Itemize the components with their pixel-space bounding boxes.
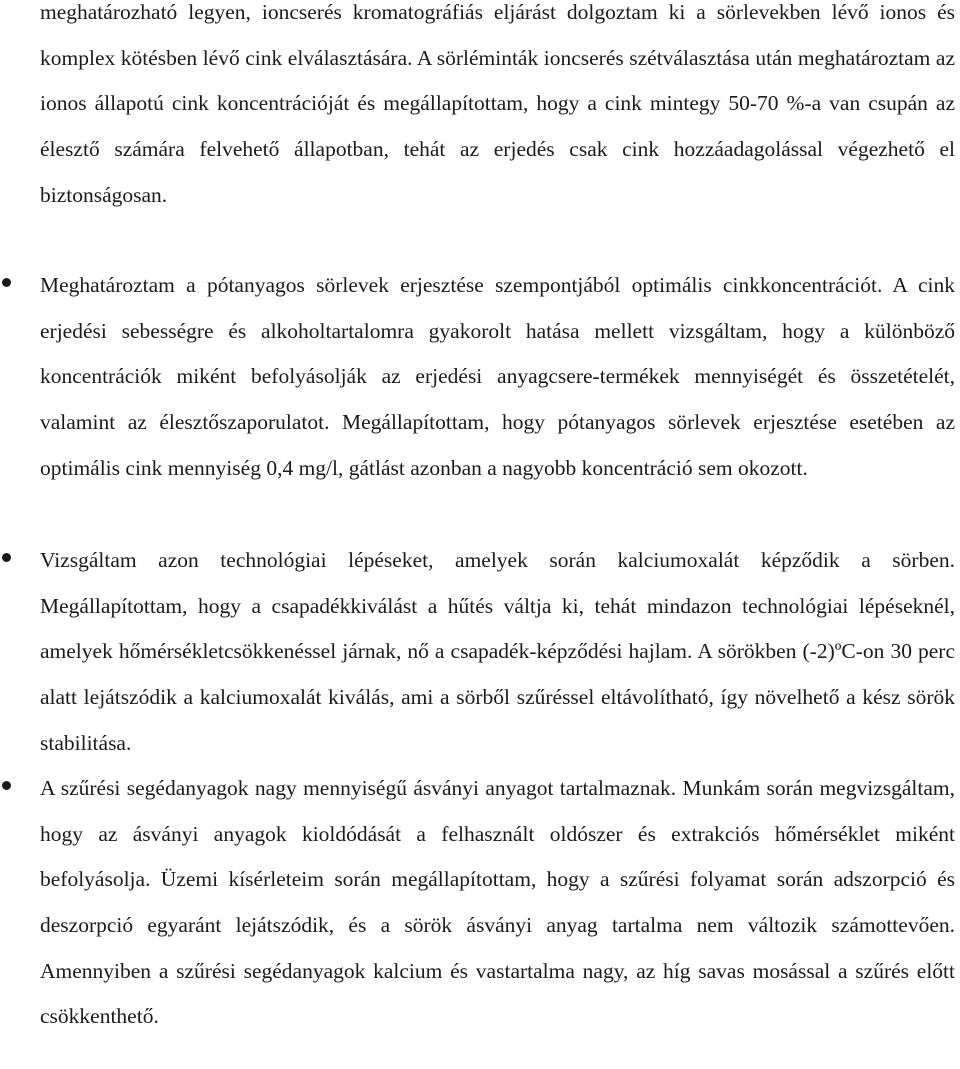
list-item-text: Meghatároztam a pótanyagos sörlevek erjesztése szempontjából optimális cinkkoncentrációt. A cink erjedési sebességre és alkoholtartalomra gyakorolt hatása mellett vizsgáltam, hogy a különböző koncentrációk miként befolyásolják az erjedési anyagcsere-termékek mennyiségét és összetételét, valamint az élesztőszaporulatot. Megállapítottam, hogy pótanyagos sörlevek erjesztése esetében az optimális cink mennyiség 0,4 mg/l, gátlást azonban a nagyobb koncentráció sem okozott. (40, 273, 955, 480)
continuation-paragraph (40, 0, 955, 218)
bullet-icon (2, 553, 11, 562)
bullet-icon (2, 781, 11, 790)
continuation-text-2: A sörléminták ioncserés szétválasztása után meghatároztam az ionos állapotú cink koncentrációját és megállapítottam, hogy a cink mintegy 50-70 %-a van csupán az élesztő számára felvehető állapotban, tehát az erjedés csak cink hozzáadagolással végezhető el biztonságosan. (40, 45, 955, 207)
list-item-text: Vizsgáltam azon technológiai lépéseket, amelyek során kalciumoxalát képződik a sörben. Megállapítottam, hogy a csapadékkiválást a hűtés váltja ki, tehát mindazon technológiai lépéseknél, amelyek hőmérsékletcsökkenéssel járnak, nő a csapadék-képződési hajlam. A sörökben (-2)ºC-on 30 perc alatt lejátszódik a kalciumoxalát kiválás, ami a sörből szűréssel eltávolítható, így növelhető a kész sörök stabilitása. (40, 548, 955, 755)
bullet-icon (2, 278, 11, 287)
list-item-text: A szűrési segédanyagok nagy mennyiségű ásványi anyagot tartalmaznak. Munkám során megvizsgáltam, hogy az ásványi anyagok kioldódását a felhasznált oldószer és extrakciós hőmérséklet miként befolyásolja. Üzemi kísérleteim során megállapítottam, hogy a szűrési folyamat során adszorpció és deszorpció egyaránt lejátszódik, és a sörök ásványi anyag tartalma nem változik számottevően. Amennyiben a szűrési segédanyagok kalcium és vastartalma nagy, az híg savas mosással a szűrés előtt csökkenthető. (40, 776, 955, 1029)
continuation-text-1: meghatározható legyen, ioncserés kromatográfiás eljárást dolgoztam ki a sörlevekben lévő ionos és komplex kötésben lévő cink elválasztására. (40, 0, 955, 70)
